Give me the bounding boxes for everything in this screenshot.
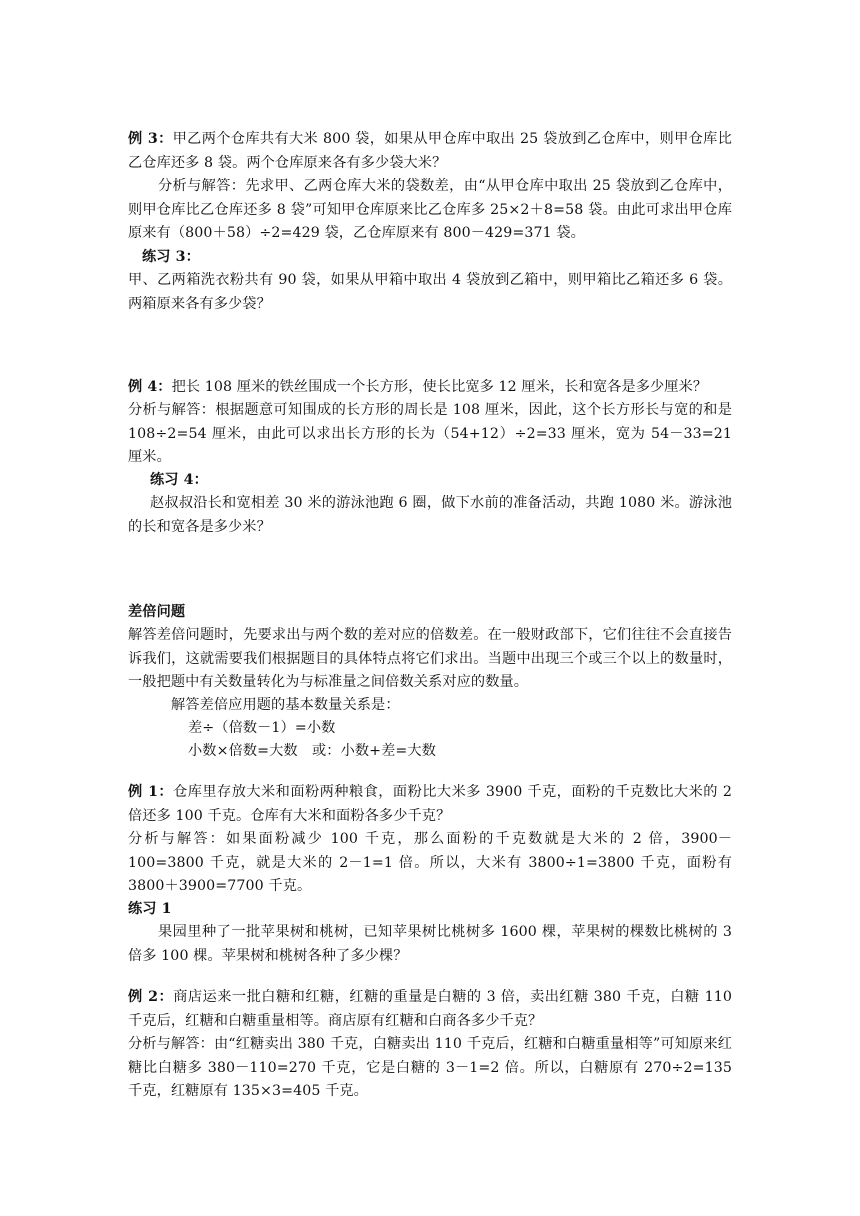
diff-example-1-question (128, 781, 732, 828)
relation-title: 解答差倍应用题的基本数量关系是： (171, 697, 400, 713)
diff-practice-1-label: 练习 1 (128, 901, 172, 917)
example-3-label: 例 3： (128, 131, 173, 147)
diff-example-2-question-text: 商店运来一批白糖和红糖，红糖的重量是白糖的 3 倍，卖出红糖 380 千克，白糖 110 千克后，红糖和白糖重量相等。商店原有红糖和白商各多少千克？ (128, 989, 733, 1029)
example-4-analysis: 分析与解答：根据题意可知围成的长方形的周长是 108 厘米，因此，这个长方形长与宽的和是 108÷2=54 厘米，由此可以求出长方形的长为（54+12）÷2=33 厘米，宽为 54－33=21 厘米。 (128, 402, 732, 465)
example-3-question (128, 128, 732, 175)
diff-example-1-question-text: 仓库里存放大米和面粉两种粮食，面粉比大米多 3900 千克，面粉的千克数比大米的 2 倍还多 100 千克。仓库有大米和面粉各多少千克？ (128, 784, 732, 824)
diff-example-2-analysis: 分析与解答：由“红糖卖出 380 千克，白糖卖出 110 千克后，红糖和白糖重量相等”可知原来红糖比白糖多 380－110=270 千克，它是白糖的 3－1=2 倍。所以，白糖原有 270÷2=135 千克，红糖原有 135×3=405 千克。 (128, 1036, 732, 1099)
example-4-label: 例 4： (128, 379, 172, 395)
diff-example-1-label: 例 1： (128, 784, 174, 800)
formula-1: 差÷（倍数－1）=小数 (188, 720, 336, 736)
example-4-question-text: 把长 108 厘米的铁丝围成一个长方形，使长比宽多 12 厘米，长和宽各是多少厘米？ (171, 379, 708, 395)
section-intro: 解答差倍问题时，先要求出与两个数的差对应的倍数差。在一般财政部下，它们往往不会直接告诉我们，这就需要我们根据题目的具体特点将它们求出。当题中出现三个或三个以上的数量时，一般把题中有关数量转化为与标准量之间倍数关系对应的数量。 (128, 627, 732, 690)
diff-example-2-question (128, 986, 732, 1033)
example-4-question (128, 376, 732, 400)
diff-practice-1-text: 果园里种了一批苹果树和桃树，已知苹果树比桃树多 1600 棵，苹果树的棵数比桃树的 3 倍多 100 棵。苹果树和桃树各种了多少棵？ (128, 924, 732, 964)
section-title: 差倍问题 (128, 604, 186, 620)
practice-3-label: 练习 3： (142, 249, 200, 265)
example-3-question-text: 甲乙两个仓库共有大米 800 袋，如果从甲仓库中取出 25 袋放到乙仓库中，则甲仓库比乙仓库还多 8 袋。两个仓库原来各有多少袋大米？ (128, 131, 732, 171)
diff-example-1-analysis: 分析与解答：如果面粉减少 100 千克，那么面粉的千克数就是大米的 2 倍，3900－100=3800 千克，就是大米的 2－1=1 倍。所以，大米有 3800÷1=3800 千克，面粉有 3800＋3900=7700 千克。 (128, 831, 732, 894)
practice-4-text: 赵叔叔沿长和宽相差 30 米的游泳池跑 6 圈，做下水前的准备活动，共跑 1080 米。游泳池的长和宽各是多少米？ (128, 495, 732, 535)
practice-3-text: 甲、乙两箱洗衣粉共有 90 袋，如果从甲箱中取出 4 袋放到乙箱中，则甲箱比乙箱还多 6 袋。两箱原来各有多少袋？ (128, 272, 732, 312)
diff-example-2-label: 例 2： (128, 989, 174, 1005)
formula-2: 小数×倍数=大数 或：小数+差=大数 (188, 743, 436, 759)
example-3-analysis: 分析与解答：先求甲、乙两仓库大米的袋数差，由“从甲仓库中取出 25 袋放到乙仓库中，则甲仓库比乙仓库还多 8 袋”可知甲仓库原来比乙仓库多 25×2＋8=58 袋。由此可求出甲仓库原来有（800＋58）÷2=429 袋，乙仓库原来有 800－429=371 袋。 (128, 178, 732, 241)
practice-4-label: 练习 4： (150, 472, 208, 488)
